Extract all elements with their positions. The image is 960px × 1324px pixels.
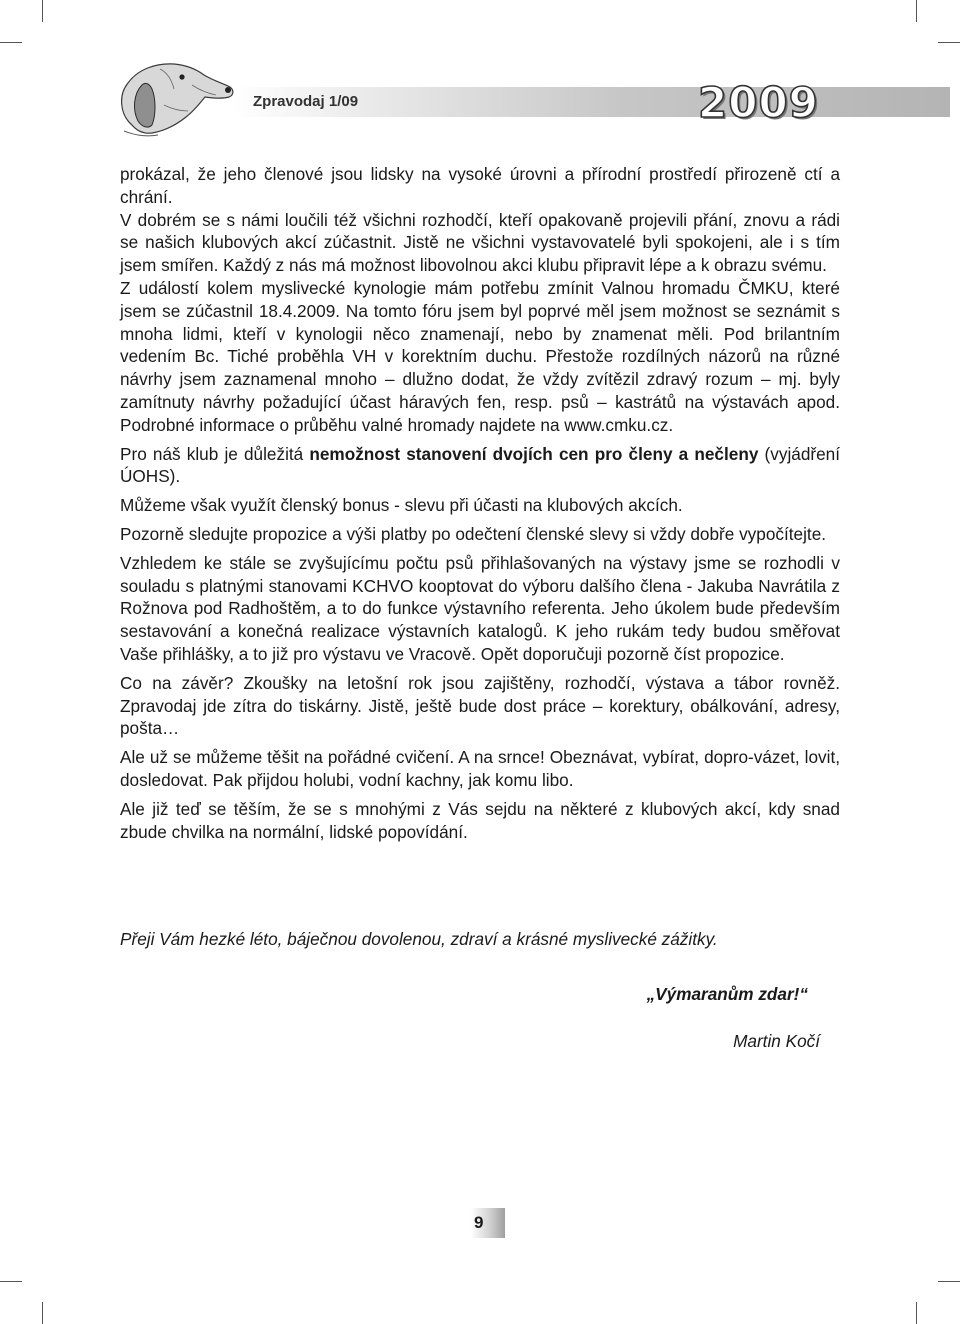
paragraph: V dobrém se s námi loučili též všichni rozhodčí, kteří opakovaně projevili přání, znovu a rádi se našich klubových akcí zúčastnit. Jistě ne všichni vystavovatelé byli spokojeni, ale i s tím jsem smířen. Každý z nás má možnost libovolnou akci klubu připravit lépe a k obrazu svému.	[120, 209, 840, 276]
crop-mark	[938, 1281, 960, 1282]
article-body	[120, 163, 840, 843]
paragraph: Můžeme však využít členský bonus - slevu při účasti na klubových akcích.	[120, 495, 683, 516]
author-signature: Martin Kočí	[733, 1031, 820, 1051]
closing-wish: Přeji Vám hezké léto, báječnou dovolenou, zdraví a krásné myslivecké zážitky.	[120, 929, 718, 949]
crop-mark	[0, 1281, 22, 1282]
paragraph-ohs	[120, 443, 840, 489]
paragraph: Pozorně sledujte propozice a výši platby po odečtení členské slevy si vždy dobře vypočítejte.	[120, 523, 827, 544]
crop-mark	[0, 42, 22, 43]
page-number: 9	[474, 1213, 484, 1232]
paragraph: prokázal, že jeho členové jsou lidsky na vysoké úrovni a přírodní prostředí přirozeně ctí a chrání.	[120, 164, 840, 207]
paragraph: Co na závěr? Zkoušky na letošní rok jsou zajištěny, rozhodčí, výstava a tábor rovněž. Zpravodaj jde zítra do tiskárny. Jistě, ještě bude dost práce – korektury, obálkování, adresy, pošta…	[120, 672, 840, 739]
paragraph: Z událostí kolem myslivecké kynologie mám potřebu zmínit Valnou hromadu ČMKU, které jsem se zúčastnil 18.4.2009. Na tomto fóru jsem byl poprvé měl jsem možnost se seznámit s mnoha lidmi, kteří v kynologii něco znamenají, nebo by znamenat měli. Pod brilantním vedením Bc. Tiché proběhla VH v korektním duchu. Přestože rozdílných názorů na různé návrhy jsem zaznamenal mnoho – dlužno dodat, že vždy zvítězil zdravý rozum – mj. byly zamítnuty návrhy požadující účast háravých fen, resp. psů – kastrátů na výstavách apod. Podrobné informace o průběhu valné hromady najdete na www.cmku.cz.	[120, 277, 840, 435]
dog-head-logo-icon	[112, 55, 237, 140]
text-span: Pro náš klub je důležitá	[120, 443, 310, 464]
crop-mark	[42, 1302, 43, 1324]
emphasis-text: nemožnost stanovení dvojích cen pro členy a nečleny	[309, 443, 759, 464]
crop-mark	[916, 1302, 917, 1324]
header-year: 2009	[698, 78, 819, 127]
crop-mark	[42, 0, 43, 22]
paragraph: Ale již teď se těším, že se s mnohými z Vás sejdu na některé z klubových akcí, kdy snad zbude chvilka na normální, lidské popovídání.	[120, 798, 840, 842]
paragraph: Ale už se můžeme těšit na pořádné cvičení. A na srnce! Obeznávat, vybírat, dopro-vázet, lovit, dosledovat. Pak přijdou holubi, vodní kachny, jak komu libo.	[120, 747, 840, 790]
crop-mark	[916, 0, 917, 22]
paragraph: Vzhledem ke stále se zvyšujícímu počtu psů přihlašovaných na výstavy jsme se rozhodli v souladu s platnými stanovami KCHVO kooptovat do výboru dalšího člena - Jakuba Navrátila z Rožnova pod Radhoštěm, a to do funkce výstavního referenta. Jeho úkolem bude především sestavování a konečná realizace výstavních katalogů. K jeho rukám tedy budou směřovat Vaše přihlášky, a to již pro výstavu ve Vracově. Opět doporučuji pozorně číst propozice.	[120, 552, 840, 664]
newsletter-title: Zpravodaj 1/09	[253, 93, 359, 110]
greeting: „Výmaranům zdar!“	[646, 984, 808, 1004]
crop-mark	[938, 42, 960, 43]
text-span: (vyjádření ÚOHS).	[120, 443, 840, 487]
